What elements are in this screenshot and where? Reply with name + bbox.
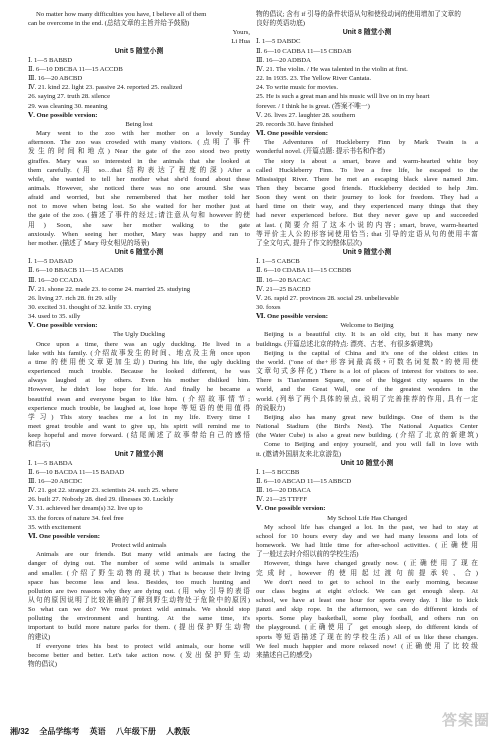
text-line: Yours, <box>232 29 250 37</box>
text-line: Then they became good friends. Huckleberry decided to help Jim. <box>256 184 478 192</box>
text-line: Ⅱ. 6—10 ABCAD 11—15 ABBCD <box>256 477 352 485</box>
text-line: Ⅲ. 16—20 DBACA <box>256 487 311 495</box>
text-line: 33. the forces of nature 34. feel free <box>28 514 124 522</box>
text-line: called Huckleberry Finn. To live a free life, he escaped to the <box>256 166 478 174</box>
text-line: 物的倡议; 含有 if 引导的条件状语从句和使役动词的使用增加了文章的 <box>256 11 461 18</box>
text-line: Ⅵ. One possible version: <box>256 130 328 138</box>
text-line: Ⅰ. 1—5 BABDA <box>28 459 73 467</box>
text-line: Ⅲ. 16—20 ADBDA <box>256 56 311 64</box>
subject-name: 英语 <box>89 727 106 736</box>
text-line: Ⅱ. 6—10 BBACB 11—15 ACADB <box>28 267 124 275</box>
section-heading: Unit 8 随堂小测 <box>342 29 392 37</box>
text-line: beautiful swan and everyone began to like him. (介绍故事情节; <box>28 395 250 403</box>
text-line: experienced much trouble. Because he looked different, he was <box>28 368 250 376</box>
text-line: always laughed at by others. Even his mother disliked him. <box>28 377 250 385</box>
text-line: So what can we do? We must protect wild animals. We should stop <box>28 606 250 614</box>
text-line: world. (列举了两个具体的景点, 说明了完善推荐的作用, 具有一定 <box>256 395 478 403</box>
text-line: become better and better. Let's take action now. (发出保护野生动 <box>28 651 250 659</box>
text-line: school for 10 hours every day and we had many lessons and lots of <box>256 532 478 540</box>
text-line: and smaller. (介绍了野生动物的现状) That is because their living <box>28 569 250 577</box>
text-line: Ⅲ. 16—20 CCADA <box>28 276 83 284</box>
text-line: homework. We had little time for after-school activities. (正确使用 <box>256 542 478 550</box>
text-line: 24. To write music for movies. <box>256 84 339 92</box>
text-line: Ⅰ. 1—5 BABBD <box>28 56 73 64</box>
text-line: 25. He is such a great man and his music will live on in my heart <box>256 93 430 101</box>
text-line: her mother. (描述了 Mary 母女相见的场景) <box>28 239 150 247</box>
section-heading: Unit 5 随堂小测 <box>114 47 164 55</box>
text-line: hard time on their way, and they experienced many things that they <box>256 203 478 211</box>
text-line: Ⅳ. 21. shone 22. made 23. to come 24. married 25. studying <box>28 285 191 293</box>
text-line: sports. Some play basketball, some play football, and others run on <box>256 615 478 623</box>
grade-name: 八年级下册 <box>115 727 156 736</box>
text-line: experience much trouble, be laughed at, lose hope 等短语的使用值得 <box>28 404 250 412</box>
text-line: 文章句式多样化) There is a lot of places of interest for visitors to see. <box>256 368 478 376</box>
text-line: The Ugly Duckling <box>112 331 165 339</box>
text-line: afternoon. The zoo was crowded with many visitors. (点明了事件 <box>28 139 250 147</box>
text-line: National Stadium (the Bird's Nest). The National Aquatics Center <box>256 423 478 431</box>
text-line: If everyone tries his best to protect wild animals, our home will <box>36 642 250 650</box>
text-line: Beijing also has many great new buildings. One of them is the <box>264 413 478 421</box>
section-heading: Unit 7 随堂小测 <box>114 450 164 458</box>
text-line: jianzi and skip rope. In the afternoon, we can do different kinds of <box>256 606 478 614</box>
right-column <box>256 10 478 660</box>
text-line: Ⅴ. 26. rapid 27. provinces 28. social 29. unbelievable <box>256 294 399 302</box>
text-line: space has become less and less. Besides, too much hunting and <box>28 578 250 586</box>
left-column <box>28 10 250 669</box>
text-line: The Adventures of Huckleberry Finn by Mark Twain is a <box>264 139 478 147</box>
text-line: buildings. (开篇总述北京的特点: 漂亮、古老、有很多新建筑) <box>256 340 433 348</box>
text-line: Ⅳ. 21. got 22. stranger 23. scientists 24. such 25. where <box>28 487 179 495</box>
text-line: Ⅴ. One possible version: <box>256 505 326 513</box>
text-line: world, and the Great Wall, one of the greatest wonders in the <box>256 386 478 394</box>
text-line: We feel much happier and more relaxed now! (正确使用了比较级 <box>256 642 478 650</box>
text-line: 完成时, however 的使用起过渡句前提承转、合) <box>256 569 478 577</box>
text-line: polluting the environment and hunting. At the same time, it's <box>28 615 250 623</box>
text-line: Once upon a time, there was an ugly duckling. He lived in a <box>36 340 250 348</box>
text-line: Ⅳ. 21. kind 22. light 23. passive 24. reported 25. realized <box>28 84 183 92</box>
text-line: had never experienced before. But they never gave up and succeeded <box>256 212 478 220</box>
text-line: 34. used to 35. silly <box>28 313 81 321</box>
text-line: Animals are our friends. But many wild animals are facing the <box>36 551 250 559</box>
text-line: danger of dying out. The number of some wild animals is smaller <box>28 560 250 568</box>
series-name: 全品学练考 <box>39 727 80 736</box>
text-line: pollution are two reasons why they are dying out. (用 why 引导的表语 <box>28 587 250 595</box>
text-line: 从句的原因说明了比较准确的了解到野生动物处于危险中的原因) <box>28 597 250 604</box>
text-line: them carefully. (用 so…that 结构表达了程度的深) After a <box>28 166 250 174</box>
text-line: at last. (简要介绍了这本小说的内容; smart, brave, warm-hearted <box>256 221 478 229</box>
section-heading: Unit 9 随堂小测 <box>342 249 392 257</box>
text-line: Being lost <box>125 120 153 128</box>
text-line: We don't need to get to school in the early morning, because <box>264 578 478 586</box>
text-line: 26. living 27. rich 28. fit 29. silly <box>28 294 117 302</box>
text-line: Ⅲ. 16—20 BACAC <box>256 276 311 284</box>
text-line: Ⅰ. 1—5 BCCBB <box>256 468 300 476</box>
text-line: 26. saying 27. truth 28. silence <box>28 93 111 101</box>
text-line: 用) Soon, she saw her mother walking to the gate <box>28 221 250 229</box>
text-line: 来描述自己的感受) <box>256 651 312 659</box>
text-line: Beijing is a beautiful city. It is an old city, but it has many new <box>264 331 478 339</box>
text-line: a time 的使用使文章更加生动) During his life, the ugly duckling <box>28 358 250 366</box>
text-line: Protect wild animals <box>111 542 167 550</box>
text-line: afraid and worried, but she remembered that her mother told her <box>28 194 250 202</box>
page-footer <box>10 727 490 739</box>
text-line: My school life has changed a lot. In the past, we had to stay at <box>264 523 478 531</box>
text-line: No matter how many difficulties you have, I believe all of them <box>36 11 207 18</box>
text-line: anxiously. When seeing her mother, Mary was happy and ran to <box>28 230 250 238</box>
text-line: meet great trouble and want to give up, his spirit will remind me to <box>28 423 250 431</box>
text-line: 26. built 27. Nobody 28. died 29. illnesses 30. Luckily <box>28 496 174 504</box>
text-line: 等评价主人公的形容词使用恰当; that 引导的定语从句的使用丰富 <box>256 230 478 238</box>
text-line: Ⅱ. 6—10 DBCBA 11—15 ACCDB <box>28 65 123 73</box>
text-line: Ⅳ. 21—25 BACED <box>256 285 311 293</box>
text-line: Ⅳ. 21—25 TTFFF <box>256 496 307 504</box>
text-line: The story is about a smart, brave and warm-hearted white boy <box>264 157 478 165</box>
text-line: 29. records 30. have finished <box>256 120 334 128</box>
text-line: Ⅰ. 1—5 DABAD <box>28 258 73 266</box>
text-line: However, things have changed greatly now. (正确使用了现在 <box>264 560 478 568</box>
text-line: wonderful novel. (开篇点题: 提示书名和作者) <box>256 148 385 156</box>
text-line: Ⅵ. One possible version: <box>28 532 100 540</box>
text-line: giraffes. Mary was so interested in the animals that she looked at <box>28 157 250 165</box>
text-line: keep hopeful and move forward. (结尾阐述了故事带给自己的感悟 <box>28 432 250 440</box>
section-heading: Unit 10 随堂小测 <box>340 459 394 467</box>
text-line: Ⅱ. 6—10 BACDA 11—15 BADAD <box>28 468 125 476</box>
text-line: My School Life Has Changed <box>327 514 407 522</box>
text-line: not to move when being lost. So she waited for her mother just at <box>28 203 250 211</box>
text-line: Come to Beijing and enjoy yourself, and you will fall in love with <box>264 441 478 449</box>
text-line: while, she wanted to tell her mother what she'd found about these <box>28 175 250 183</box>
text-line: 和启示) <box>28 441 51 449</box>
text-line: the world. ("one of the+形容词最高级+可数名词复数"的使用使 <box>256 358 478 366</box>
text-line: forever. / I think he is great. (答案不唯一) <box>256 102 370 110</box>
text-line: 发生的时间和地点) Near the gate of the zoo stood two pretty <box>28 148 250 156</box>
text-line: Ⅱ. 6—10 CADBA 11—15 CBDAB <box>256 47 352 55</box>
page-number: 湘/32 <box>10 727 30 736</box>
text-line: Ⅳ. 21. The violin. / He was talented in the violin at first. <box>256 65 408 73</box>
text-line: 学习) This story teaches me a lot in my life. Every time I <box>28 413 250 421</box>
text-line: can be overcome in the end. (总结文章的主旨并给予鼓励) <box>28 20 190 28</box>
text-line: Mary went to the zoo with her mother on a lovely Sunday <box>36 130 250 138</box>
text-line: Ⅴ. One possible version: <box>28 111 98 119</box>
text-line: 30. foxes <box>256 304 281 311</box>
text-line: it. (邀请外国朋友来北京游览) <box>256 450 342 458</box>
text-line: 的说服力) <box>256 404 285 412</box>
text-line: 良好的英语功底) <box>256 20 306 28</box>
text-line: the gate of the zoo. (描述了事件的经过;请注意从句和 however 的使 <box>28 212 250 220</box>
watermark-logo: 答案圈 <box>441 712 490 729</box>
text-line: school, we have at least one hour for sports every day. I like to kick <box>256 597 478 604</box>
text-line: our class begins at eight o'clock. We can get enough sleep. At <box>256 587 478 595</box>
text-line: 22. In 1935. 23. The Yellow River Cantata. <box>256 75 372 83</box>
text-line: Welcome to Beijing <box>340 322 394 330</box>
text-line: There is Tian'anmen Square, one of the biggest city squares in the <box>256 377 478 385</box>
text-line: 了一般过去时介绍以前的学校生活) <box>256 551 359 559</box>
text-line: 30. excited 31. thought of 32. knife 33. crying <box>28 304 151 311</box>
text-line: Ⅴ. 31. achieved her dream(s) 32. live up to <box>28 505 143 513</box>
text-line: important to build more nature parks for them. (提出保护野生动物 <box>28 624 250 632</box>
text-line: animals. However, she noticed there was no one around. She was <box>28 184 250 192</box>
section-heading: Unit 6 随堂小测 <box>114 249 164 257</box>
text-line: 的建议) <box>28 633 51 641</box>
text-line: Ⅵ. One possible version: <box>256 313 328 321</box>
text-line: 了全文句式, 提升了作文的整体层次) <box>256 239 362 247</box>
text-line: 35. with excitement <box>28 523 81 531</box>
text-line: Ⅲ. 16—20 ABCDC <box>28 477 83 485</box>
text-line: Mississippi River. There he met an escaping black slave named Jim. <box>256 175 478 183</box>
text-line: Soon they went on their journey to look for freedom. They had a <box>256 194 478 202</box>
text-line: 29. was cleaning 30. meaning <box>28 102 108 110</box>
text-line: the playground. (正确使用了 get enough sleep, do different kinds of <box>256 624 478 632</box>
edition-name: 人教版 <box>166 727 191 736</box>
text-line: Ⅰ. 1—5 CABCB <box>256 258 300 266</box>
text-line: Ⅴ. 26. lives 27. laughter 28. southern <box>256 111 356 119</box>
text-line: lake with his family. (介绍故事发生的时间、地点及主角 once upon <box>28 349 250 357</box>
text-line: 物的倡议) <box>28 661 57 669</box>
text-line: However, he didn't lose hope for life. And finally he became a <box>28 386 250 394</box>
text-line: Li Hua <box>231 38 250 46</box>
text-line: Beijing is the capital of China and it's one of the oldest cities in <box>264 349 478 357</box>
text-line: (the Water Cube) is also a great new building. (介绍了北京的新建筑) <box>256 432 478 440</box>
text-line: Ⅰ. 1—5 DABDC <box>256 38 301 46</box>
text-line: Ⅱ. 6—10 CDABA 11—15 CCBDB <box>256 267 352 275</box>
text-line: Ⅴ. One possible version: <box>28 322 98 330</box>
text-line: Ⅲ. 16—20 ABCBD <box>28 75 83 83</box>
text-line: sports 等短语描述了现在的学校生活) All of us like these changes. <box>256 633 478 641</box>
